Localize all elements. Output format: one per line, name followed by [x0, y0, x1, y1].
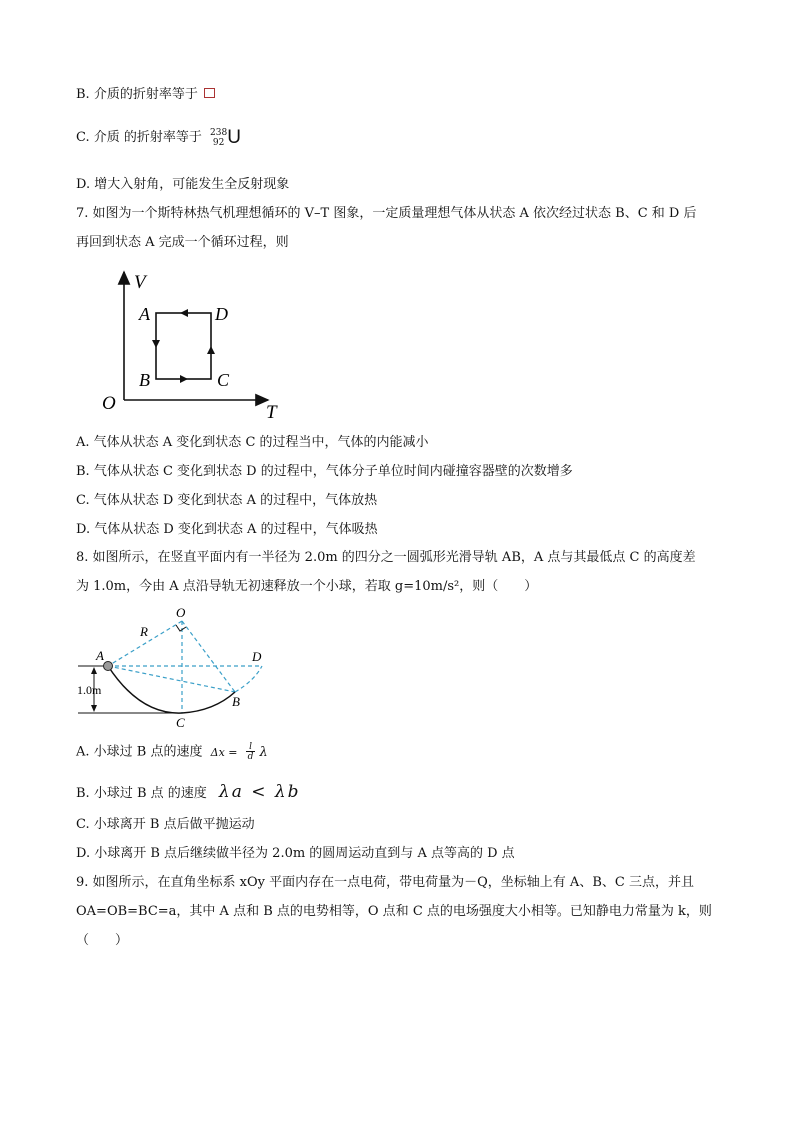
height-arrow-up	[91, 667, 97, 674]
arrow-a-to-b	[152, 340, 160, 348]
q9-stem-line2: OA=OB=BC=a，其中 A 点和 B 点的电势相等，O 点和 C 点的电场强度大小相等。已知静电力常量为 k，则	[76, 904, 712, 919]
q7-stem-line1: 7. 如图为一个斯特林热气机理想循环的 V–T 图象，一定质量理想气体从状态 A 依次经过状态 B、C 和 D 后	[76, 206, 697, 221]
ball	[104, 662, 113, 671]
atomic-number: 92	[212, 138, 225, 148]
element-symbol: U	[227, 127, 241, 148]
q7-option-b: B. 气体从状态 C 变化到状态 D 的过程中，气体分子单位时间内碰撞容器壁的次数增多	[76, 464, 573, 479]
q7-stem-line2: 再回到状态 A 完成一个循环过程，则	[76, 235, 289, 250]
q6-option-b-text: B. 介质的折射率等于	[76, 87, 198, 102]
vt-diagram	[96, 266, 286, 421]
q8-option-a-text: A. 小球过 B 点的速度	[76, 744, 203, 760]
q6-option-c	[76, 128, 241, 162]
q8-option-d: D. 小球离开 B 点后继续做半径为 2.0m 的圆周运动直到与 A 点等高的 D 点	[76, 846, 515, 861]
height-arrow-down	[91, 705, 97, 712]
q8-option-b	[76, 783, 301, 803]
formula-denominator: d	[247, 752, 254, 762]
q6-option-b	[76, 86, 215, 104]
label-height: 1.0m	[77, 683, 102, 697]
nuclide-notation	[210, 128, 227, 148]
label-a: A	[139, 304, 150, 324]
q7-option-a: A. 气体从状态 A 变化到状态 C 的过程当中，气体的内能减小	[76, 435, 429, 450]
arc-track	[108, 666, 235, 713]
q9-answer-brackets: （ ）	[76, 933, 129, 948]
label-b: B	[232, 694, 240, 709]
q8-option-b-text: B. 小球过 B 点 的速度	[76, 786, 207, 801]
q7-option-c: C. 气体从状态 D 变化到状态 A 的过程中，气体放热	[76, 493, 378, 508]
q8-option-b-formula: λa < λb	[218, 782, 301, 802]
q8-option-a	[76, 742, 268, 762]
formula-fraction	[246, 742, 256, 762]
broken-image-icon	[204, 88, 215, 98]
label-c: C	[217, 370, 230, 390]
q8-option-a-formula	[210, 742, 268, 762]
formula-left: Δx =	[210, 745, 238, 759]
q6-option-d: D. 增大入射角，可能发生全反射现象	[76, 177, 290, 192]
formula-numerator: l	[249, 742, 252, 752]
q8-stem-line1: 8. 如图所示，在竖直平面内有一半径为 2.0m 的四分之一圆弧形光滑导轨 AB，A 点与其最低点 C 的高度差	[76, 550, 696, 565]
label-v: V	[134, 272, 146, 293]
label-o: O	[102, 393, 116, 414]
label-t: T	[266, 402, 277, 423]
label-b: B	[139, 370, 150, 390]
label-a: A	[96, 648, 104, 663]
q8-stem-line2: 为 1.0m，今由 A 点沿导轨无初速释放一个小球，若取 g=10m/s²，则（ ）	[76, 579, 538, 594]
arrow-c-to-d	[207, 346, 215, 354]
q9-stem-line1: 9. 如图所示，在直角坐标系 xOy 平面内存在一点电荷，带电荷量为－Q，坐标轴上有 A、B、C 三点，并且	[76, 875, 694, 890]
cycle-rectangle	[156, 313, 211, 379]
formula-right: λ	[259, 744, 268, 760]
arrow-b-to-c	[180, 375, 188, 383]
label-c: C	[176, 715, 185, 730]
arc-extension-b-to-d	[235, 666, 262, 692]
line-a-to-b	[108, 666, 235, 692]
arrow-d-to-a	[180, 309, 188, 317]
q7-option-d: D. 气体从状态 D 变化到状态 A 的过程中，气体吸热	[76, 522, 378, 537]
label-r: R	[140, 624, 148, 639]
label-d: D	[215, 304, 228, 324]
radius-ob	[182, 621, 235, 692]
label-o: O	[176, 605, 186, 620]
arc-track-diagram	[72, 603, 277, 733]
right-angle-marker	[176, 625, 186, 631]
q8-option-c: C. 小球离开 B 点后做平抛运动	[76, 817, 255, 832]
q6-option-c-text: C. 介质 的折射率等于	[76, 130, 202, 145]
label-d: D	[252, 649, 262, 664]
mass-number: 238	[210, 128, 228, 138]
